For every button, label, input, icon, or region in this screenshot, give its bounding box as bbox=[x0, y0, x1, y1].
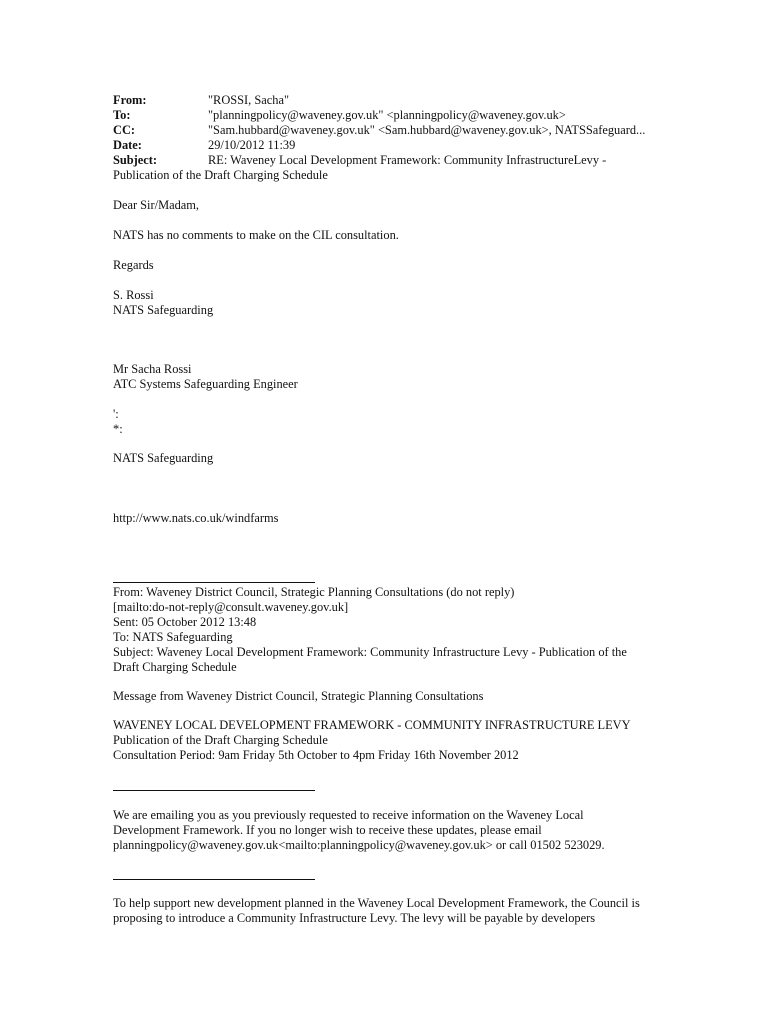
from-value: "ROSSI, Sacha" bbox=[208, 93, 290, 107]
original-mailto: [mailto:do-not-reply@consult.waveney.gov.uk] bbox=[113, 600, 349, 614]
original-subject: Subject: Waveney Local Development Framework: Community Infrastructure Levy - Publication of the bbox=[113, 645, 627, 659]
support-paragraph: proposing to introduce a Community Infrastructure Levy. The levy will be payable by developers bbox=[113, 911, 596, 925]
reply-body: NATS has no comments to make on the CIL consultation. bbox=[113, 228, 399, 242]
original-from: From: Waveney District Council, Strategic Planning Consultations (do not reply) bbox=[113, 585, 515, 599]
consultation-period: Consultation Period: 9am Friday 5th October to 4pm Friday 16th November 2012 bbox=[113, 748, 519, 762]
publication-title: Publication of the Draft Charging Schedule bbox=[113, 733, 328, 747]
organisation: NATS Safeguarding bbox=[113, 451, 214, 465]
from-label: From: bbox=[113, 93, 147, 107]
closing: Regards bbox=[113, 258, 154, 272]
full-name: Mr Sacha Rossi bbox=[113, 362, 192, 376]
signature-name: S. Rossi bbox=[113, 288, 154, 302]
date-value: 29/10/2012 11:39 bbox=[208, 138, 296, 152]
notice-paragraph: Development Framework. If you no longer wish to receive these updates, please email bbox=[113, 823, 542, 837]
to-value: "planningpolicy@waveney.gov.uk" <planningpolicy@waveney.gov.uk> bbox=[208, 108, 566, 122]
cc-label: CC: bbox=[113, 123, 136, 137]
support-paragraph: To help support new development planned in the Waveney Local Development Framework, the Council is bbox=[113, 896, 640, 910]
date-label: Date: bbox=[113, 138, 142, 152]
cc-value: "Sam.hubbard@waveney.gov.uk" <Sam.hubbard@waveney.gov.uk>, NATSSafeguard... bbox=[208, 123, 646, 137]
original-to: To: NATS Safeguarding bbox=[113, 630, 233, 644]
fax-line: *: bbox=[113, 422, 123, 436]
greeting: Dear Sir/Madam, bbox=[113, 198, 200, 212]
subject-continuation: Publication of the Draft Charging Schedule bbox=[113, 168, 328, 182]
separator-rule bbox=[113, 582, 315, 583]
message-from: Message from Waveney District Council, Strategic Planning Consultations bbox=[113, 689, 484, 703]
subject-label: Subject: bbox=[113, 153, 158, 167]
subject-value: RE: Waveney Local Development Framework: Community InfrastructureLevy - bbox=[208, 153, 607, 167]
signature-org: NATS Safeguarding bbox=[113, 303, 214, 317]
phone-line: ': bbox=[113, 407, 119, 421]
original-sent: Sent: 05 October 2012 13:48 bbox=[113, 615, 257, 629]
original-subject-cont: Draft Charging Schedule bbox=[113, 660, 237, 674]
original-heading: WAVENEY LOCAL DEVELOPMENT FRAMEWORK - COMMUNITY INFRASTRUCTURE LEVY bbox=[113, 718, 631, 732]
notice-paragraph: planningpolicy@waveney.gov.uk<mailto:planningpolicy@waveney.gov.uk> or call 01502 523029. bbox=[113, 838, 605, 852]
to-label: To: bbox=[113, 108, 131, 122]
website-link[interactable]: http://www.nats.co.uk/windfarms bbox=[113, 511, 279, 525]
separator-rule bbox=[113, 879, 315, 880]
notice-paragraph: We are emailing you as you previously requested to receive information on the Waveney Local bbox=[113, 808, 584, 822]
job-title: ATC Systems Safeguarding Engineer bbox=[113, 377, 298, 391]
separator-rule bbox=[113, 790, 315, 791]
